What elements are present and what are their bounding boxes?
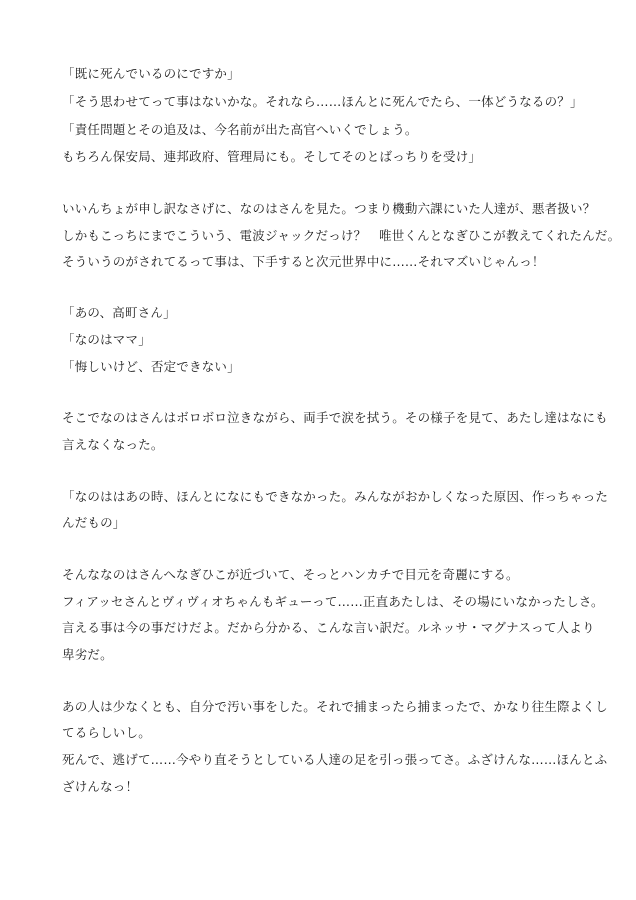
text-line: 「そう思わせてって事はないかな。それなら……ほんとに死んでたら、一体どうなるの？」 xyxy=(62,94,583,109)
text-line: てるらしいし。 xyxy=(62,725,151,740)
text-line: いいんちょが申し訳なさげに、なのはさんを見た。つまり機動六課にいた人達が、悪者扱い？ xyxy=(62,201,596,216)
text-line: んだもの」 xyxy=(62,515,126,530)
text-line: 「責任問題とその追及は、今名前が出た高官へいくでしょう。 xyxy=(62,122,418,137)
text-line: 「なのははあの時、ほんとになにもできなかった。みんながおかしくなった原因、作っちゃった xyxy=(62,489,609,504)
text-line: 「悔しいけど、否定できない」 xyxy=(62,359,240,374)
text-line: 「既に死んでいるのにですか」 xyxy=(62,66,240,81)
text-line: ざけんなっ！ xyxy=(62,779,139,794)
text-line: 卑劣だ。 xyxy=(62,647,113,662)
text-line: そこでなのはさんはボロボロ泣きながら、両手で涙を拭う。その様子を見て、あたし達はなにも xyxy=(62,410,608,425)
text-line: そういうのがされてるって事は、下手すると次元世界中に……それマズいじゃんっ！ xyxy=(62,254,545,269)
text-line: 言えなくなった。 xyxy=(62,437,164,452)
text-line: あの人は少なくとも、自分で汚い事をした。それで捕まったら捕まったで、かなり往生際よくし xyxy=(62,699,608,714)
text-line: しかもこっちにまでこういう、電波ジャックだっけ？ 唯世くんとなぎひこが教えてくれたんだ。 xyxy=(62,228,621,243)
text-line: 死んで、逃げて……今やり直そうとしている人達の足を引っ張ってさ。ふざけんな……ほんとふ xyxy=(62,752,608,767)
text-line: そんななのはさんへなぎひこが近づいて、そっとハンカチで目元を奇麗にする。 xyxy=(62,567,519,582)
text-line: 言える事は今の事だけだよ。だから分かる、こんな言い訳だ。ルネッサ・マグナスって人より xyxy=(62,620,595,635)
text-line: フィアッセさんとヴィヴィオちゃんもギューって……正直あたしは、その場にいなかったしさ。 xyxy=(62,594,604,609)
text-line: もちろん保安局、連邦政府、管理局にも。そしてそのとばっちりを受け」 xyxy=(62,149,482,164)
text-line: 「なのはママ」 xyxy=(62,332,151,347)
text-line: 「あの、高町さん」 xyxy=(62,305,176,320)
